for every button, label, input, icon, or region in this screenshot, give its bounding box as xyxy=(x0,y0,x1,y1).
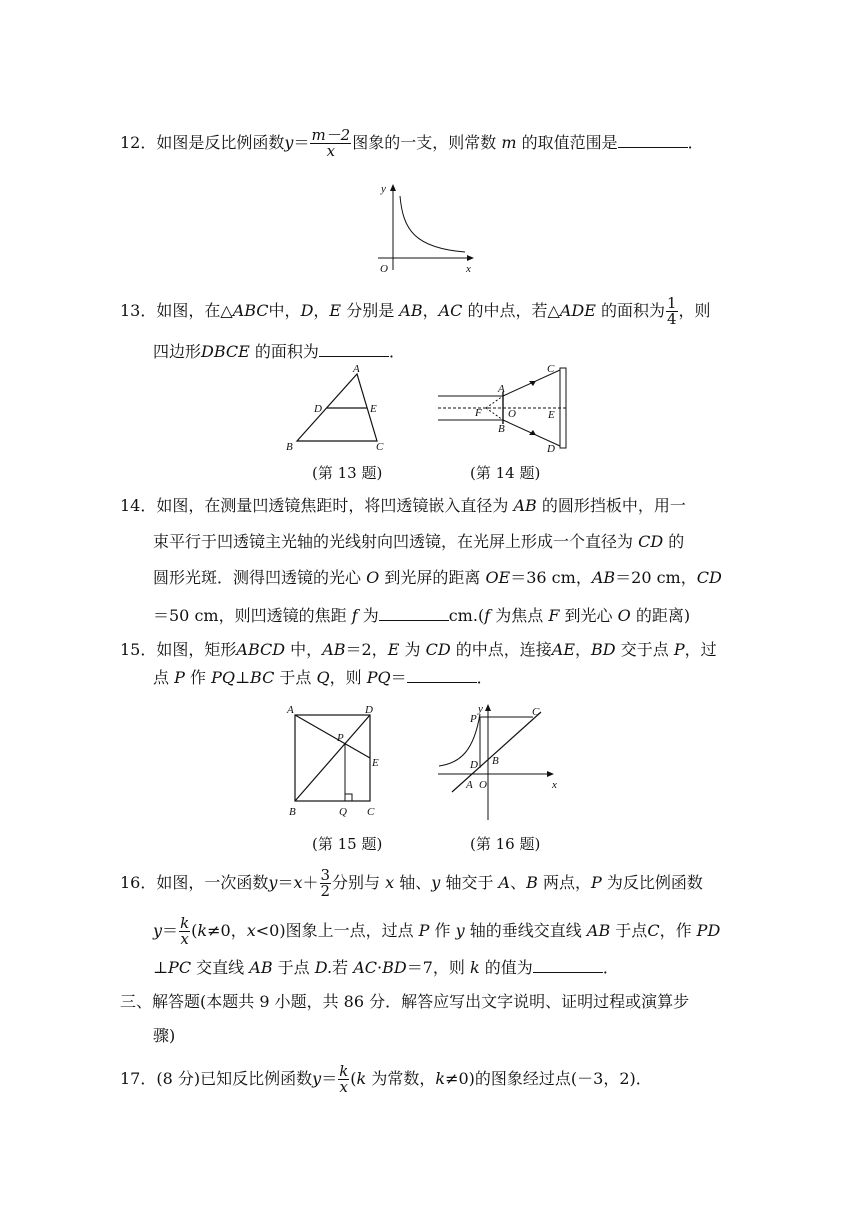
label-D: D xyxy=(314,403,322,415)
text: ＝20 cm， xyxy=(615,568,697,587)
math-var: D. xyxy=(314,958,333,977)
fraction xyxy=(666,296,678,327)
math-var: PQ xyxy=(211,668,235,687)
text: 图象的一支，则常数 xyxy=(352,133,497,152)
fraction-numerator: k xyxy=(339,1062,349,1080)
label-B: B xyxy=(498,423,505,435)
text: ＋ xyxy=(302,873,319,892)
math-var: D xyxy=(300,301,314,320)
fraction-denominator: 2 xyxy=(320,882,331,900)
text: 交直线 xyxy=(196,958,245,977)
text: 的圆形挡板中，用一 xyxy=(541,496,686,515)
math-var: AB xyxy=(591,568,616,587)
fraction xyxy=(310,128,351,159)
label-x: x xyxy=(466,263,471,275)
text: 点 xyxy=(153,668,170,687)
text: ⊥ xyxy=(153,958,169,977)
q14-line-3 xyxy=(153,566,722,590)
math-var: f xyxy=(351,606,358,625)
math-var: OE xyxy=(485,568,511,587)
text: 的中点，若△ xyxy=(467,301,560,320)
text: 束平行于凹透镜主光轴的光线射向凹透镜，在光屏上形成一个直径为 xyxy=(153,532,634,551)
label-y: y xyxy=(381,183,386,195)
math-var: AE xyxy=(551,640,575,659)
figure-caption: (第 15 题) xyxy=(312,835,383,853)
fraction-denominator: 4 xyxy=(667,310,677,328)
math-var: k xyxy=(197,921,208,940)
math-var: P xyxy=(591,873,602,892)
fraction-numerator: 1 xyxy=(667,294,677,312)
q16-line-1 xyxy=(120,868,703,899)
segment-ae xyxy=(295,715,370,758)
label-Q: Q xyxy=(339,806,347,818)
question-number: 14． xyxy=(120,496,157,515)
text: 中， xyxy=(290,640,323,659)
math-var: y xyxy=(284,133,294,152)
text: ，则 xyxy=(678,301,711,320)
text: 如图，在测量凹透镜焦距时，将凹透镜嵌入直径为 xyxy=(156,496,509,515)
text: 的取值范围是 xyxy=(521,133,618,152)
text: ，则 xyxy=(329,668,362,687)
math-var: ABCD xyxy=(236,640,286,659)
answer-blank xyxy=(319,338,389,357)
math-var: DBCE xyxy=(201,342,250,361)
label-B: B xyxy=(289,806,296,818)
text: 如图是反比例函数 xyxy=(156,133,285,152)
q12-figure xyxy=(370,180,480,280)
label-A: A xyxy=(498,383,505,395)
math-var: AB xyxy=(399,301,423,320)
text: 中， xyxy=(268,301,301,320)
question-number: 16． xyxy=(120,873,157,892)
math-var: k xyxy=(356,1069,367,1088)
text: 的面积为 xyxy=(600,301,665,320)
fraction xyxy=(179,916,190,947)
label-P: P xyxy=(337,732,344,744)
text: ( xyxy=(191,921,198,940)
text: 的中点，连接 xyxy=(455,640,552,659)
text: ，过 xyxy=(684,640,717,659)
math-var: E xyxy=(387,640,400,659)
label-O: O xyxy=(508,408,516,420)
label-D: D xyxy=(365,704,373,716)
segment-bd xyxy=(295,715,370,801)
fraction xyxy=(320,868,332,899)
x-axis-arrow-icon xyxy=(547,771,554,777)
text: 为反比例函数 xyxy=(606,873,703,892)
math-var: BC xyxy=(250,668,275,687)
math-var: PQ xyxy=(366,668,391,687)
math-var: AC xyxy=(353,958,378,977)
right-angle-mark-icon xyxy=(345,794,352,801)
text: 四边形 xyxy=(153,342,202,361)
text: ， xyxy=(422,301,439,320)
label-E: E xyxy=(370,403,377,415)
math-var: m xyxy=(501,133,517,152)
label-C: C xyxy=(376,441,384,453)
math-var: y xyxy=(268,873,278,892)
text: 的距离) xyxy=(635,606,691,625)
q14-figure xyxy=(436,362,576,457)
answer-blank xyxy=(407,664,477,683)
label-P: P xyxy=(470,713,477,725)
q13-line-1 xyxy=(120,296,711,327)
text: ＝ xyxy=(277,873,294,892)
question-number: 17． xyxy=(120,1069,157,1088)
math-var: x xyxy=(293,873,303,892)
text: 如图，在△ xyxy=(156,301,233,320)
text: ． xyxy=(388,342,405,361)
math-var: C xyxy=(647,921,660,940)
text: ≠0， xyxy=(207,921,247,940)
answer-blank xyxy=(533,954,603,973)
section-heading: 三、解答题(本题共 9 小题，共 86 分．解答应写出文字说明、证明过程或演算步 xyxy=(120,992,690,1011)
text: ＝ xyxy=(321,1069,338,1088)
text: 为常数， xyxy=(371,1069,436,1088)
x-axis-arrow-icon xyxy=(467,255,474,261)
text: 轴交于 xyxy=(445,873,494,892)
figure-caption: (第 16 题) xyxy=(470,835,541,853)
text: 到光屏的距离 xyxy=(384,568,481,587)
text: 作 xyxy=(189,668,206,687)
fraction-denominator: x xyxy=(180,930,189,948)
math-var: O xyxy=(366,568,380,587)
math-var: CD xyxy=(638,532,664,551)
label-O: O xyxy=(479,779,487,791)
text: 圆形光斑．测得凹透镜的光心 xyxy=(153,568,362,587)
math-var: CD xyxy=(696,568,722,587)
math-var: k xyxy=(470,958,480,977)
label-A: A xyxy=(287,704,294,716)
q14-line-4 xyxy=(153,602,690,628)
q16-line-2 xyxy=(153,916,720,947)
math-var: P xyxy=(418,921,430,940)
q16-line-3 xyxy=(153,954,619,980)
text: ＝ xyxy=(390,668,407,687)
q12-line xyxy=(120,128,704,159)
text: 于点 xyxy=(279,668,312,687)
math-var: y xyxy=(455,921,465,940)
math-var: F xyxy=(548,606,560,625)
label-C: C xyxy=(547,363,555,375)
math-var: y xyxy=(431,873,441,892)
math-var: ABC xyxy=(232,301,269,320)
math-var: BD xyxy=(382,958,407,977)
text: cm.( xyxy=(448,606,485,625)
label-A: A xyxy=(466,779,473,791)
text: 分别与 xyxy=(332,873,381,892)
label-C: C xyxy=(367,806,375,818)
text: 为焦点 xyxy=(495,606,544,625)
text: ＝36 cm， xyxy=(510,568,592,587)
text: <0)图象上一点，过点 xyxy=(255,921,414,940)
label-A: A xyxy=(353,363,360,375)
text: ， xyxy=(575,640,592,659)
text: 轴、 xyxy=(399,873,432,892)
text: ＝50 cm，则凹透镜的焦距 xyxy=(153,606,347,625)
math-var: f xyxy=(484,606,491,625)
section-heading-cont: 骤) xyxy=(153,1026,176,1045)
math-var: AC xyxy=(438,301,463,320)
text: 到光心 xyxy=(564,606,613,625)
figure-caption: (第 13 题) xyxy=(312,464,383,482)
text: ＝2， xyxy=(345,640,388,659)
text: ( xyxy=(350,1069,357,1088)
text: 的值为 xyxy=(484,958,533,977)
label-B: B xyxy=(492,755,499,767)
text: 如图，一次函数 xyxy=(156,873,269,892)
text: 、 xyxy=(510,873,527,892)
text: ． xyxy=(687,133,704,152)
text: · xyxy=(377,958,383,977)
text: ，作 xyxy=(659,921,692,940)
fraction xyxy=(338,1064,349,1095)
label-y: y xyxy=(478,703,483,715)
text: ． xyxy=(602,958,619,977)
math-var: A xyxy=(498,873,511,892)
text: 于点 xyxy=(615,921,648,940)
math-var: AB xyxy=(322,640,346,659)
text: 为 xyxy=(404,640,421,659)
virtual-ray-bottom xyxy=(486,408,503,420)
label-F: F xyxy=(475,407,482,419)
math-var: ADE xyxy=(559,301,596,320)
y-axis-arrow-icon xyxy=(485,704,491,711)
math-var: E xyxy=(329,301,342,320)
y-axis-arrow-icon xyxy=(390,184,396,191)
figure-caption: (第 14 题) xyxy=(470,464,541,482)
math-var: y xyxy=(312,1069,322,1088)
math-var: y xyxy=(153,921,163,940)
text: 轴的垂线交直线 xyxy=(469,921,582,940)
math-var: O xyxy=(617,606,631,625)
label-x: x xyxy=(552,779,557,791)
math-var: Q xyxy=(316,668,330,687)
label-E: E xyxy=(548,409,555,421)
math-var: PC xyxy=(168,958,192,977)
hyperbola-curve xyxy=(400,196,465,252)
question-number: 12． xyxy=(120,133,157,152)
question-number: 15． xyxy=(120,640,157,659)
math-var: AB xyxy=(586,921,611,940)
math-var: x xyxy=(385,873,395,892)
text: 的面积为 xyxy=(254,342,319,361)
question-number: 13． xyxy=(120,301,157,320)
text: ≠0)的图象经过点(－3，2)． xyxy=(445,1069,652,1088)
label-C: C xyxy=(532,706,540,718)
text: 分别是 xyxy=(346,301,395,320)
text: 的 xyxy=(668,532,685,551)
math-var: PD xyxy=(696,921,721,940)
fraction-numerator: 3 xyxy=(320,866,331,884)
q14-line-1 xyxy=(120,494,686,518)
text: ． xyxy=(476,668,493,687)
text: ＝ xyxy=(293,133,310,152)
fraction-denominator: x xyxy=(339,1078,348,1096)
fraction-numerator: k xyxy=(180,914,190,932)
label-D: D xyxy=(470,759,478,771)
text: ＝ xyxy=(162,921,179,940)
q15-figure xyxy=(282,700,392,825)
text: 为 xyxy=(362,606,379,625)
math-var: AB xyxy=(249,958,273,977)
text: 于点 xyxy=(277,958,310,977)
virtual-ray-top xyxy=(486,396,503,408)
q15-line-2 xyxy=(153,664,493,690)
q13-line-2 xyxy=(153,338,405,364)
text: 作 xyxy=(434,921,451,940)
text: 两点， xyxy=(542,873,591,892)
text: ⊥ xyxy=(234,668,251,687)
math-var: B xyxy=(526,873,538,892)
math-var: P xyxy=(174,668,185,687)
label-origin: O xyxy=(380,263,388,275)
q14-line-2 xyxy=(153,530,684,554)
fraction-numerator: m－2 xyxy=(311,126,351,144)
q16-figure xyxy=(436,700,566,825)
math-var: x xyxy=(246,921,256,940)
answer-blank xyxy=(379,602,449,621)
text: 若 xyxy=(332,958,349,977)
answer-blank xyxy=(618,129,688,148)
math-var: AB xyxy=(513,496,537,515)
text: 交于点 xyxy=(620,640,669,659)
math-var: k xyxy=(435,1069,446,1088)
math-var: P xyxy=(673,640,685,659)
math-var: BD xyxy=(591,640,616,659)
math-var: CD xyxy=(425,640,451,659)
q13-figure xyxy=(282,362,392,457)
label-E: E xyxy=(372,757,379,769)
q15-line-1 xyxy=(120,638,717,662)
text: ， xyxy=(313,301,330,320)
label-D: D xyxy=(547,443,555,455)
text: ＝7，则 xyxy=(406,958,465,977)
text: 如图，矩形 xyxy=(156,640,237,659)
q17-line xyxy=(120,1064,652,1095)
label-B: B xyxy=(286,441,293,453)
fraction-denominator: x xyxy=(326,142,336,160)
text: (8 分)已知反比例函数 xyxy=(156,1069,313,1088)
